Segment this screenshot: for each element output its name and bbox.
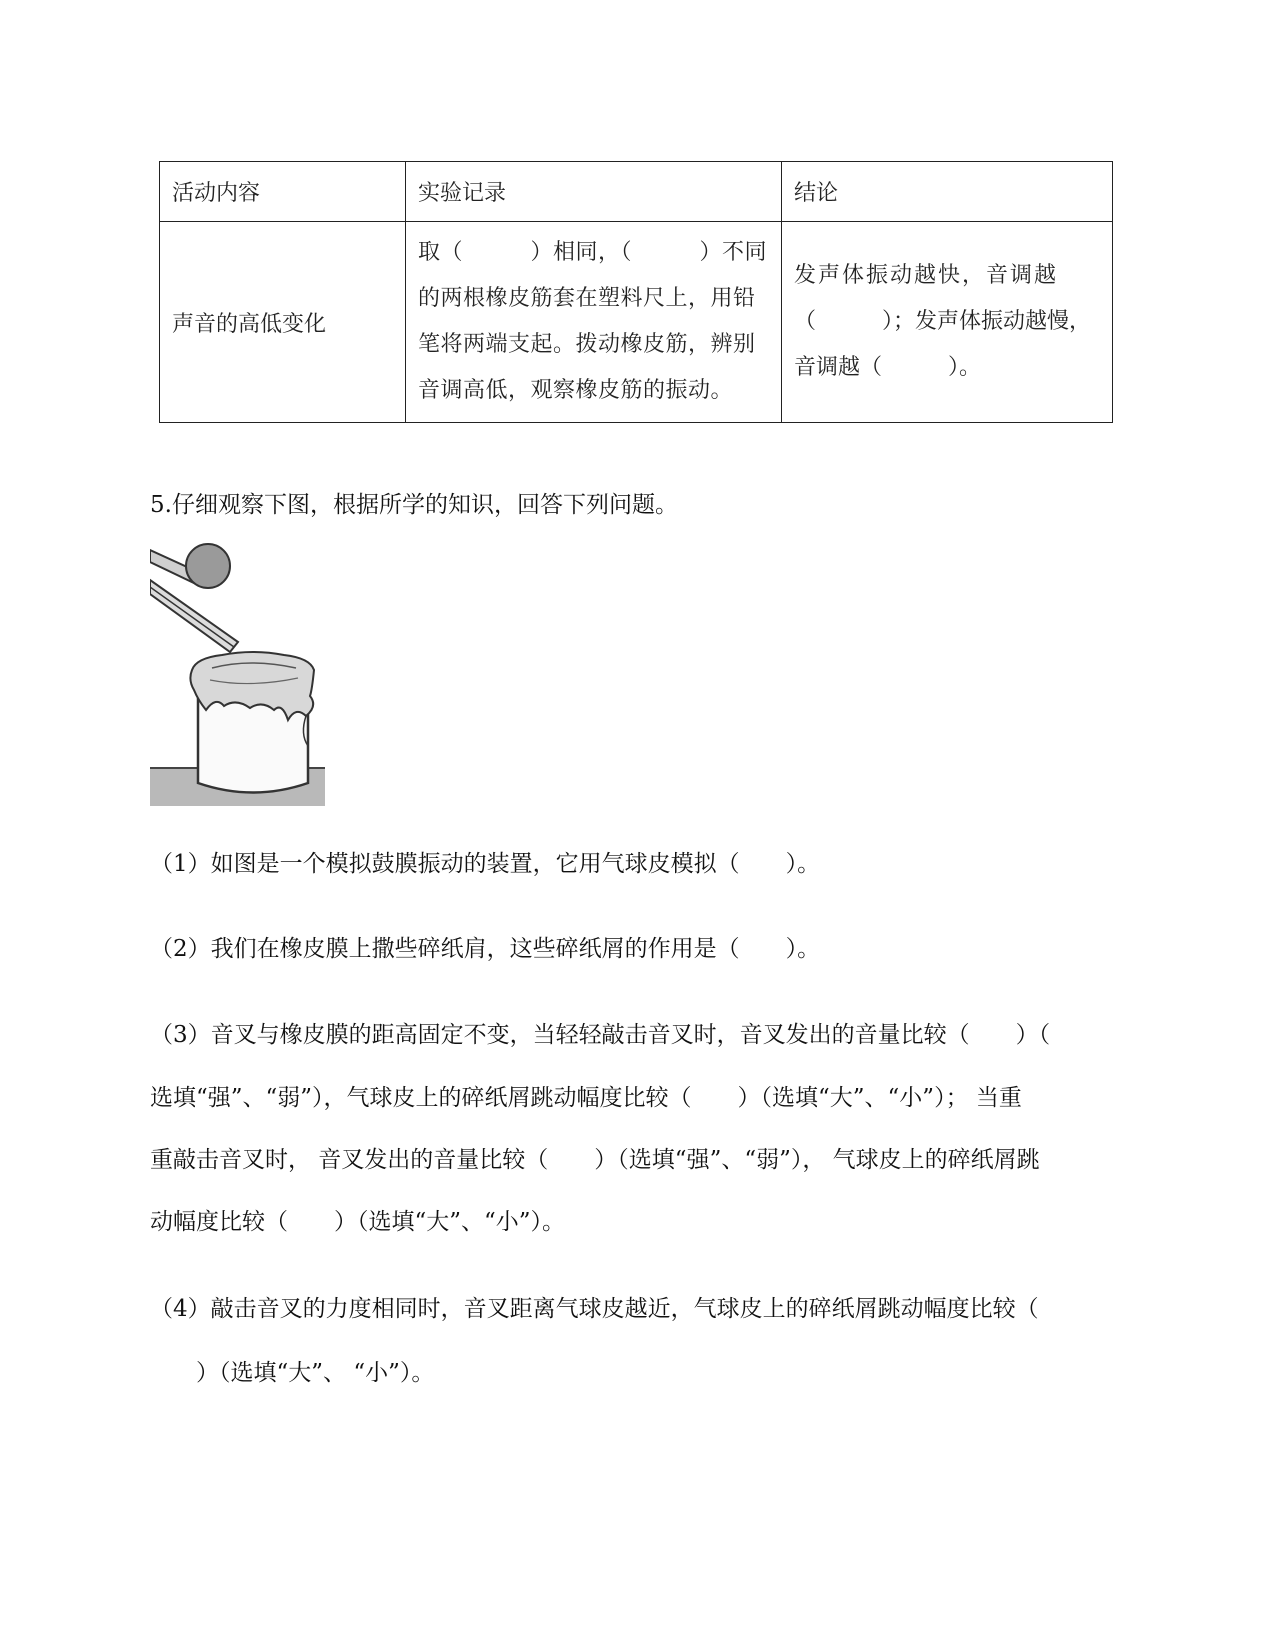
question-5-sub3-line: 重敲击音叉时， 音叉发出的音量比较（ ）（选填“强”、“弱”）， 气球皮上的碎纸屑跳 <box>150 1147 1040 1173</box>
drum-membrane-illustration <box>150 540 326 806</box>
activity-cell: 声音的高低变化 <box>160 222 406 423</box>
record-line: 笔将两端支起。拨动橡皮筋，辨别 <box>418 332 756 357</box>
record-line: 的两根橡皮筋套在塑料尺上，用铅 <box>418 286 756 311</box>
record-line: 取（ ）相同，（ ）不同 <box>418 240 768 265</box>
conclusion-line: 音调越（ ）。 <box>794 355 982 380</box>
header-record: 实验记录 <box>406 162 782 222</box>
question-5-sub4-line: ）（选填“大”、 “小”）。 <box>150 1360 435 1386</box>
conclusion-line: （ ）；发声体振动越慢， <box>794 309 1092 334</box>
question-5-sub3-line: （3）音叉与橡皮膜的距高固定不变，当轻轻敲击音叉时，音叉发出的音量比较（ ）（ <box>150 1022 1051 1048</box>
question-5-sub3-line: 动幅度比较（ ）（选填“大”、“小”）。 <box>150 1209 566 1235</box>
question-5-title: 5.仔细观察下图，根据所学的知识，回答下列问题。 <box>150 492 678 518</box>
record-cell <box>406 222 782 423</box>
question-5-sub2: （2）我们在橡皮膜上撒些碎纸肩，这些碎纸屑的作用是（ ）。 <box>150 936 821 962</box>
conclusion-line: 发声体振动越快，音调越 <box>794 263 1059 288</box>
table-header-row <box>160 162 1113 222</box>
experiment-table <box>159 161 1113 423</box>
header-activity: 活动内容 <box>160 162 406 222</box>
question-5-sub3-line: 选填“强”、“弱”），气球皮上的碎纸屑跳动幅度比较（ ）（选填“大”、“小”）； 当重 <box>150 1085 1022 1111</box>
table-row <box>160 222 1113 423</box>
question-5-sub4-line: （4）敲击音叉的力度相同时，音叉距离气球皮越近，气球皮上的碎纸屑跳动幅度比较（ <box>150 1296 1039 1322</box>
question-5-sub1: （1）如图是一个模拟鼓膜振动的装置，它用气球皮模拟（ ）。 <box>150 851 821 877</box>
header-conclusion: 结论 <box>782 162 1113 222</box>
conclusion-cell <box>782 222 1113 423</box>
record-line: 音调高低，观察橡皮筋的振动。 <box>418 378 734 403</box>
